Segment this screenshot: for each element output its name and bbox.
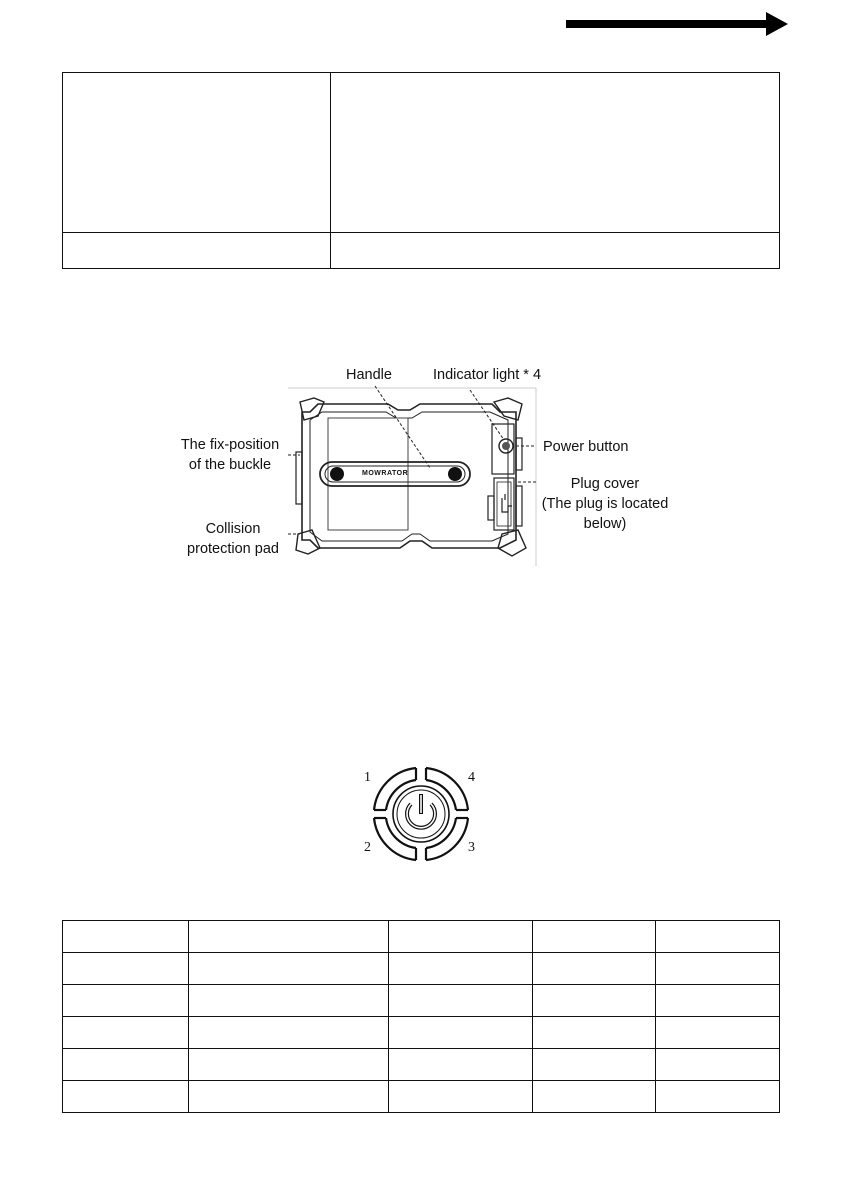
table-row: [63, 985, 780, 1017]
table-cell: [533, 953, 656, 985]
segment-label-4: 4: [468, 770, 475, 785]
table-cell: [388, 1049, 533, 1081]
segment-label-1: 1: [364, 770, 371, 785]
table-cell: [388, 985, 533, 1017]
bottom-table: [62, 920, 780, 1113]
table-cell: [63, 985, 189, 1017]
table-cell: [63, 1017, 189, 1049]
table-row: [63, 1081, 780, 1113]
table-cell: [63, 921, 189, 953]
table-row: [63, 953, 780, 985]
plug-cover-line3: below): [583, 516, 627, 532]
table-cell: [188, 953, 388, 985]
handle-label: Handle: [346, 367, 392, 383]
table-cell: [656, 985, 780, 1017]
plug-cover-line1: Plug cover: [570, 476, 640, 492]
brand-logo: MOWRATOR: [362, 470, 409, 477]
table-cell: [388, 1017, 533, 1049]
indicator-light-label: Indicator light * 4: [433, 367, 542, 383]
table-cell: [63, 1081, 189, 1113]
table-cell: [388, 921, 533, 953]
table-cell: [188, 921, 388, 953]
power-button-label: Power button: [543, 439, 629, 455]
table-cell: [656, 1017, 780, 1049]
collision-line1: Collision: [205, 521, 261, 537]
table-cell: [533, 1081, 656, 1113]
table-row: [63, 921, 780, 953]
table-cell: [63, 1049, 189, 1081]
table-cell: [533, 921, 656, 953]
table-cell: [533, 985, 656, 1017]
table-cell: [388, 1081, 533, 1113]
table-cell: [656, 953, 780, 985]
segment-label-3: 3: [468, 840, 475, 855]
table-cell: [656, 1081, 780, 1113]
table-cell: [656, 921, 780, 953]
table-cell: [188, 1017, 388, 1049]
table-cell: [533, 1017, 656, 1049]
collision-line2: protection pad: [187, 541, 279, 557]
fix-position-line2: of the buckle: [188, 457, 272, 473]
fix-position-line1: The fix-position: [180, 437, 280, 453]
segment-label-2: 2: [364, 840, 371, 855]
table-row: [63, 1017, 780, 1049]
table-cell: [533, 1049, 656, 1081]
table-cell: [188, 1049, 388, 1081]
table-row: [63, 1049, 780, 1081]
table-cell: [188, 985, 388, 1017]
table-cell: [388, 953, 533, 985]
table-cell: [63, 953, 189, 985]
plug-cover-line2: (The plug is located: [541, 496, 669, 512]
table-cell: [188, 1081, 388, 1113]
table-cell: [656, 1049, 780, 1081]
